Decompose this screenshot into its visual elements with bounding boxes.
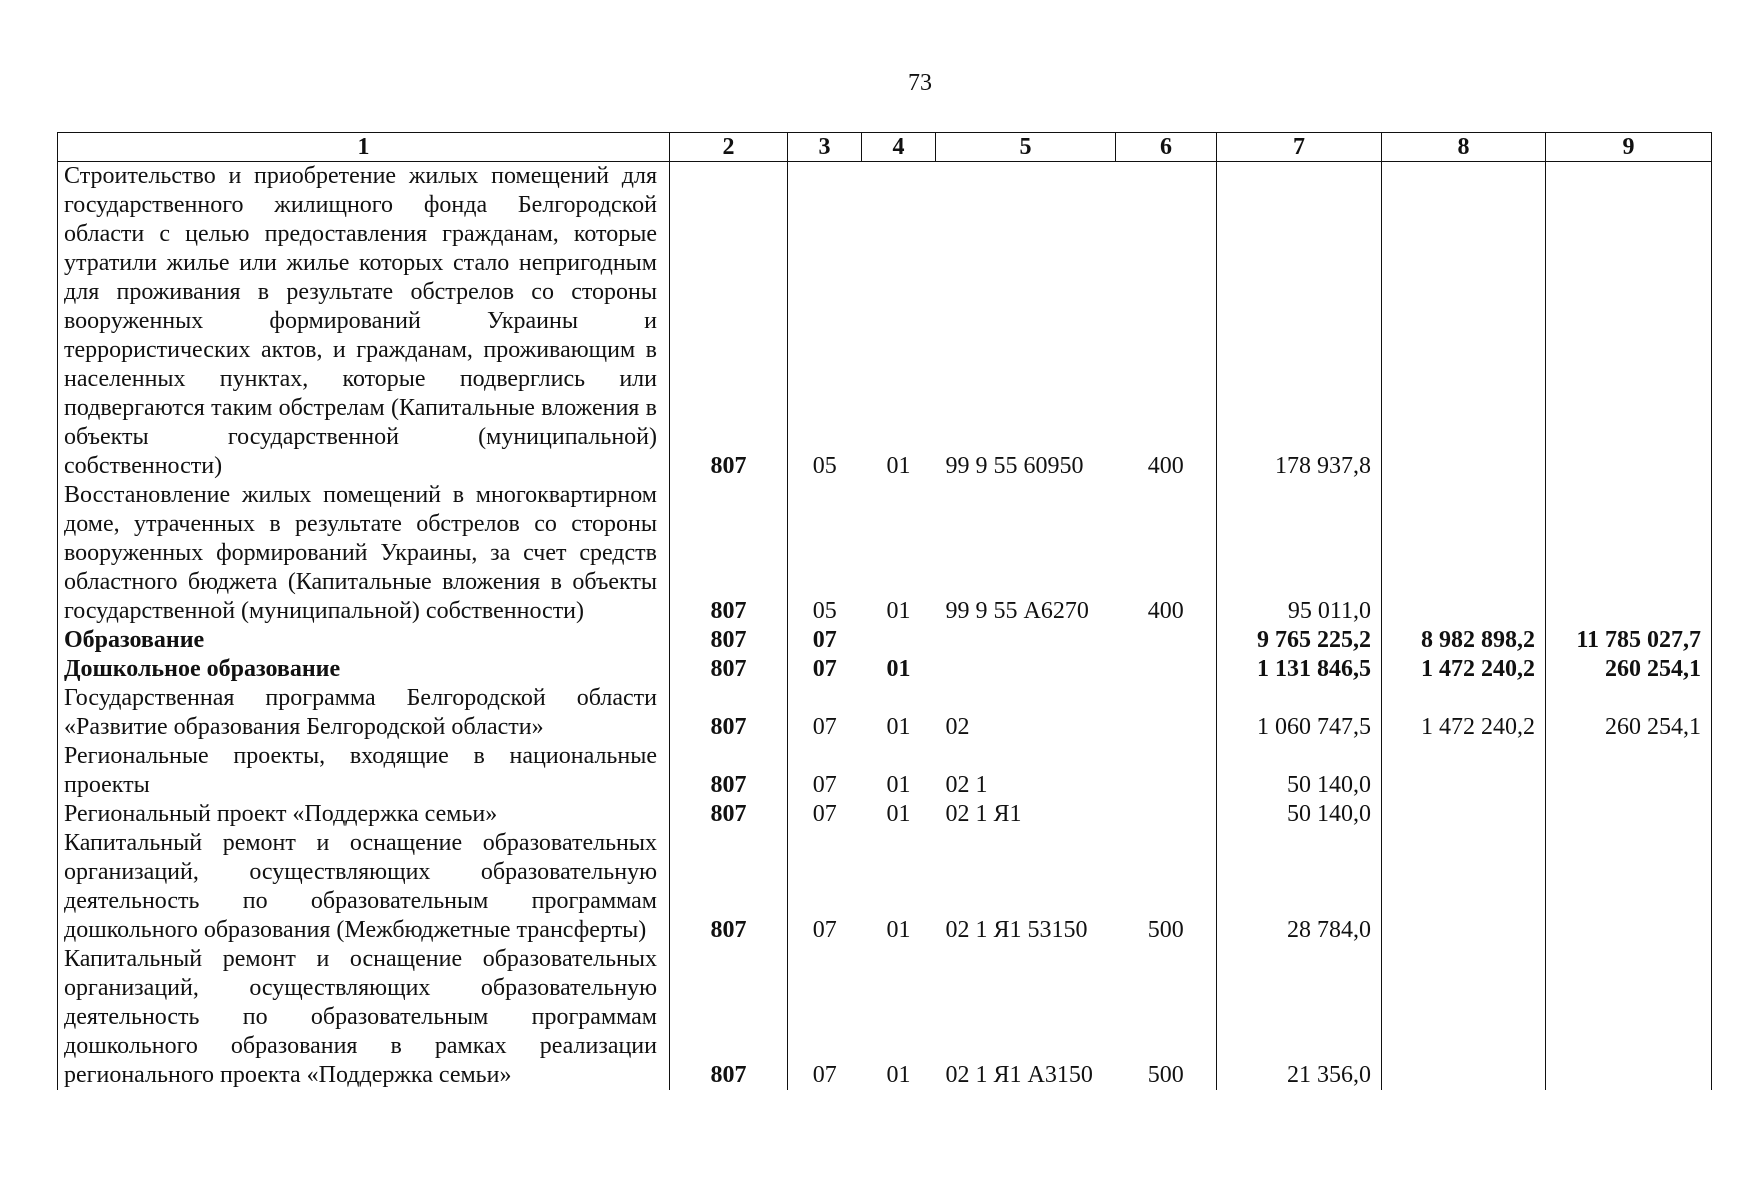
amount-year1-cell: 1 131 846,5 <box>1217 655 1382 684</box>
table-body <box>58 162 1712 1091</box>
expense-type-cell: 500 <box>1147 917 1184 943</box>
subsection-cell: 01 <box>886 772 911 798</box>
subsection-cell: 01 <box>886 656 911 682</box>
section-cell: 07 <box>788 655 862 684</box>
subsection-cell: 01 <box>886 917 911 943</box>
section-cell: 05 <box>788 162 862 482</box>
admin-code-cell: 807 <box>710 917 747 943</box>
subsection-cell: 01 <box>886 1062 911 1088</box>
section-cell: 05 <box>788 481 862 626</box>
amount-year3-cell <box>1546 829 1712 945</box>
amount-year2-cell <box>1382 800 1546 829</box>
expense-type-cell <box>1116 742 1217 800</box>
amount-year2-cell <box>1382 162 1546 482</box>
table-row <box>58 829 1712 945</box>
section-cell: 07 <box>788 829 862 945</box>
admin-code-cell: 807 <box>710 714 747 740</box>
expense-type-cell <box>1116 655 1217 684</box>
amount-year2-cell: 8 982 898,2 <box>1382 626 1546 655</box>
table-row <box>58 626 1712 655</box>
row-name-cell: Капитальный ремонт и оснащение образовательных организаций, осуществляющих образовательную деятельность по образовательным программам дошкольного образования (Межбюджетные трансферты) <box>58 829 670 945</box>
target-article-cell: 02 1 Я1 53150 <box>945 917 1088 943</box>
column-header: 5 <box>936 133 1116 162</box>
expense-type-cell: 400 <box>1147 598 1184 624</box>
target-article-cell: 99 9 55 60950 <box>945 453 1084 479</box>
subsection-cell: 01 <box>886 801 911 827</box>
target-article-cell: 02 1 <box>945 772 988 798</box>
admin-code-cell: 807 <box>710 801 747 827</box>
budget-table <box>57 132 1712 1090</box>
subsection-cell: 01 <box>886 598 911 624</box>
admin-code-cell: 807 <box>710 656 747 682</box>
table-row <box>58 162 1712 482</box>
amount-year2-cell <box>1382 481 1546 626</box>
table-row <box>58 945 1712 1090</box>
amount-year1-cell: 178 937,8 <box>1217 162 1382 482</box>
column-header: 6 <box>1116 133 1217 162</box>
page-number: 73 <box>908 70 932 96</box>
column-header: 2 <box>670 133 788 162</box>
amount-year2-cell: 1 472 240,2 <box>1382 684 1546 742</box>
table-row <box>58 684 1712 742</box>
admin-code-cell: 807 <box>710 1062 747 1088</box>
amount-year3-cell: 260 254,1 <box>1546 684 1712 742</box>
expense-type-cell: 400 <box>1147 453 1184 479</box>
subsection-cell <box>862 626 936 655</box>
target-article-cell: 02 <box>945 714 970 740</box>
target-article-cell <box>936 655 1116 684</box>
row-name-cell: Восстановление жилых помещений в многоквартирном доме, утраченных в результате обстрелов со стороны вооруженных формирований Украины, за счет средств областного бюджета (Капитальные вложения в объекты государственной (муниципальной) собственности) <box>58 481 670 626</box>
admin-code-cell: 807 <box>710 627 747 653</box>
section-cell: 07 <box>788 742 862 800</box>
row-name-cell: Образование <box>58 626 670 655</box>
amount-year2-cell <box>1382 742 1546 800</box>
expense-type-cell <box>1116 684 1217 742</box>
column-header: 8 <box>1382 133 1546 162</box>
row-name-cell: Государственная программа Белгородской области «Развитие образования Белгородской области» <box>58 684 670 742</box>
section-cell: 07 <box>788 945 862 1090</box>
amount-year3-cell <box>1546 800 1712 829</box>
target-article-cell: 02 1 Я1 А3150 <box>945 1062 1093 1088</box>
column-header: 9 <box>1546 133 1712 162</box>
target-article-cell: 02 1 Я1 <box>945 801 1022 827</box>
table-header <box>58 133 1712 162</box>
expense-type-cell <box>1116 626 1217 655</box>
amount-year3-cell: 11 785 027,7 <box>1546 626 1712 655</box>
table-row <box>58 655 1712 684</box>
amount-year3-cell <box>1546 945 1712 1090</box>
subsection-cell: 01 <box>886 714 911 740</box>
target-article-cell: 99 9 55 А6270 <box>945 598 1089 624</box>
column-header: 7 <box>1217 133 1382 162</box>
amount-year3-cell <box>1546 742 1712 800</box>
amount-year1-cell: 95 011,0 <box>1217 481 1382 626</box>
amount-year1-cell: 21 356,0 <box>1217 945 1382 1090</box>
amount-year3-cell <box>1546 481 1712 626</box>
amount-year1-cell: 1 060 747,5 <box>1217 684 1382 742</box>
column-header: 4 <box>862 133 936 162</box>
amount-year3-cell: 260 254,1 <box>1546 655 1712 684</box>
row-name-cell: Капитальный ремонт и оснащение образовательных организаций, осуществляющих образовательную деятельность по образовательным программам дошкольного образования в рамках реализации регионального проекта «Поддержка семьи» <box>58 945 670 1090</box>
table-row <box>58 742 1712 800</box>
expense-type-cell <box>1116 800 1217 829</box>
row-name-cell: Региональные проекты, входящие в национальные проекты <box>58 742 670 800</box>
row-name-cell: Региональный проект «Поддержка семьи» <box>58 800 670 829</box>
target-article-cell <box>936 626 1116 655</box>
amount-year2-cell <box>1382 829 1546 945</box>
row-name-cell: Строительство и приобретение жилых помещений для государственного жилищного фонда Белгородской области с целью предоставления гражданам, которые утратили жилье или жилье которых стало непригодным для проживания в результате обстрелов со стороны вооруженных формирований Украины и террористических актов, и гражданам, проживающим в населенных пунктах, которые подверглись или подвергаются таким обстрелам (Капитальные вложения в объекты государственной (муниципальной) собственности) <box>58 162 670 482</box>
amount-year2-cell: 1 472 240,2 <box>1382 655 1546 684</box>
admin-code-cell: 807 <box>710 453 747 479</box>
amount-year1-cell: 28 784,0 <box>1217 829 1382 945</box>
subsection-cell: 01 <box>886 453 911 479</box>
amount-year1-cell: 50 140,0 <box>1217 800 1382 829</box>
amount-year3-cell <box>1546 162 1712 482</box>
table-row <box>58 481 1712 626</box>
admin-code-cell: 807 <box>710 598 747 624</box>
section-cell: 07 <box>788 800 862 829</box>
expense-type-cell: 500 <box>1147 1062 1184 1088</box>
section-cell: 07 <box>788 684 862 742</box>
amount-year1-cell: 9 765 225,2 <box>1217 626 1382 655</box>
amount-year1-cell: 50 140,0 <box>1217 742 1382 800</box>
section-cell: 07 <box>788 626 862 655</box>
row-name-cell: Дошкольное образование <box>58 655 670 684</box>
admin-code-cell: 807 <box>710 772 747 798</box>
column-header: 3 <box>788 133 862 162</box>
column-header: 1 <box>58 133 670 162</box>
amount-year2-cell <box>1382 945 1546 1090</box>
table-row <box>58 800 1712 829</box>
